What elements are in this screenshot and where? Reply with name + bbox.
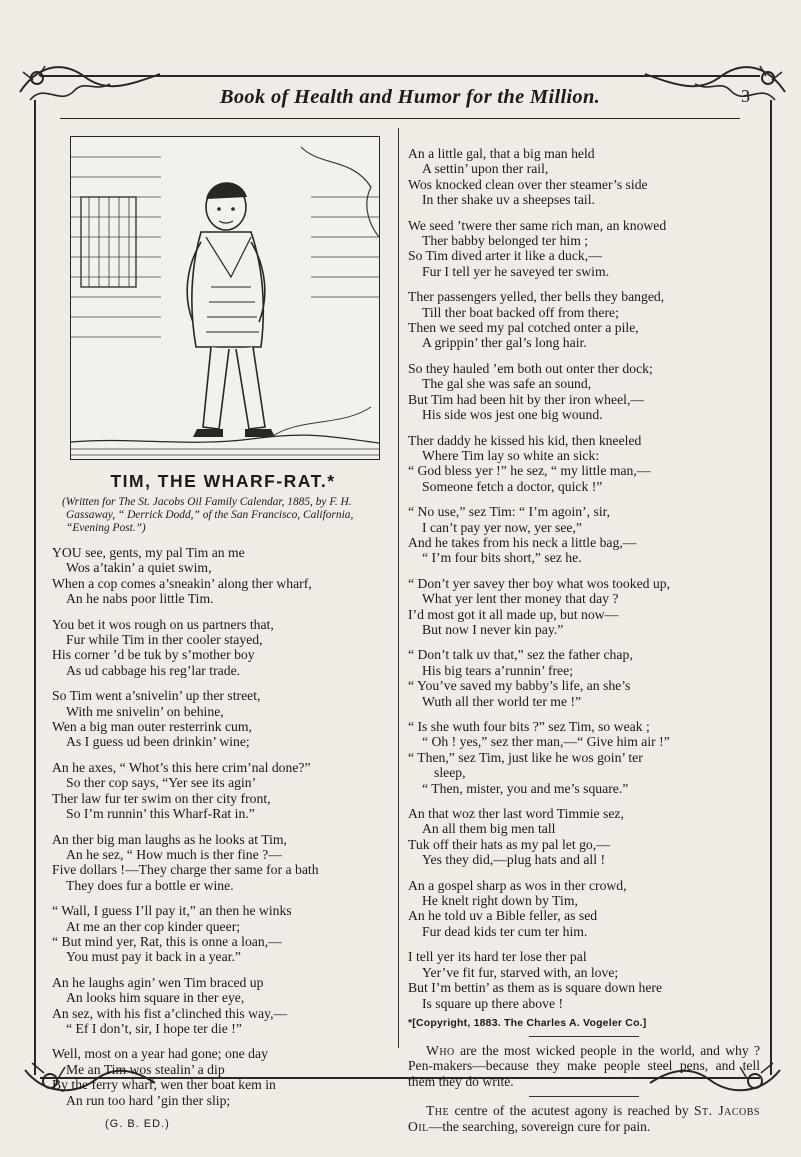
poem-line: An looks him square in ther eye,	[66, 990, 245, 1006]
stanza	[408, 361, 760, 423]
stanza	[52, 545, 394, 607]
joke-lead: Who	[426, 1042, 455, 1058]
separator-rule	[529, 1036, 639, 1037]
left-column	[52, 136, 394, 1108]
poem-line: As I guess ud been drinkin’ wine;	[66, 734, 250, 750]
stanza	[52, 903, 394, 965]
poem-line: When a cop comes a’sneakin’ along ther wharf,	[52, 575, 312, 591]
stanza	[408, 878, 760, 940]
copyright-notice: *[Copyright, 1883. The Charles A. Vogeler Co.]	[408, 1016, 647, 1029]
poem-line: A grippin’ ther gal’s long hair.	[422, 335, 587, 351]
poem-line: An run too hard ’gin ther slip;	[66, 1092, 231, 1108]
stanza	[408, 218, 760, 280]
poem-line: Wos knocked clean over ther steamer’s side	[408, 176, 648, 192]
poem-line: Fur while Tim in ther cooler stayed,	[66, 632, 263, 648]
poem-line: “ Don’t talk uv that,” sez the father chap,	[408, 647, 633, 663]
poem-line: “ Wall, I guess I’ll pay it,” an then he winks	[52, 903, 292, 919]
poem-line: I’d most got it all made up, but now—	[408, 606, 619, 622]
poem-line: An all them big men tall	[422, 821, 556, 837]
poem-line: And he takes from his neck a little bag,—	[408, 534, 637, 550]
poem-title: TIM, THE WHARF-RAT.*	[110, 471, 336, 491]
right-stanzas	[408, 146, 760, 1011]
stanza	[408, 146, 760, 208]
advert-lead: The	[426, 1103, 450, 1119]
poem-line: His big tears a’runnin’ free;	[422, 662, 574, 678]
poem-line: An sez, with his fist a’clinched this way,—	[52, 1005, 288, 1021]
stanza	[52, 617, 394, 679]
poem-line: Where Tim lay so white an sick:	[422, 447, 600, 463]
poem-line: What yer lent ther money that day ?	[422, 591, 619, 607]
poem-line: So they hauled ’em both out onter ther dock;	[408, 360, 653, 376]
left-stanzas	[52, 545, 394, 1108]
poem-line: “ Oh ! yes,” sez ther man,—“ Give him air !”	[422, 734, 670, 750]
poem-line: Five dollars !—They charge ther same for a bath	[52, 862, 319, 878]
poem-line: So Tim dived arter it like a duck,—	[408, 248, 602, 264]
poem-line: His side wos jest one big wound.	[422, 407, 603, 423]
poem-line: “ But mind yer, Rat, this is onne a loan,—	[52, 933, 282, 949]
poem-line: “ No use,” sez Tim: “ I’m agoin’, sir,	[408, 504, 611, 520]
stanza	[408, 576, 760, 638]
poem-line: Someone fetch a doctor, quick !”	[422, 478, 603, 494]
poem-line: Yes they did,—plug hats and all !	[422, 852, 605, 868]
poem-attribution-note: (Written for The St. Jacobs Oil Family Calendar, 1885, by F. H. Gassaway, “ Derrick Dodd,” of the San Francisco, California, “Evening Post.”)	[62, 496, 354, 534]
page-number: 3	[741, 86, 750, 106]
poem-line: “ God bless yer !” he sez, “ my little man,—	[408, 463, 651, 479]
advert-brand: St. Jacobs Oil	[408, 1103, 760, 1134]
poem-line: Fur I tell yer he saveyed ter swim.	[422, 263, 610, 279]
poem-line: “ Then,” sez Tim, just like he wos goin’ ter	[408, 749, 643, 765]
poem-line: Till ther boat backed off from there;	[422, 304, 619, 320]
poem-line: Tuk off their hats as my pal let go,—	[408, 836, 610, 852]
poem-line: Yer’ve fit fur, starved with, an love;	[422, 964, 619, 980]
poem-line: Ther passengers yelled, ther bells they banged,	[408, 289, 665, 305]
poem-line: “ Ef I don’t, sir, I hope ter die !”	[66, 1020, 242, 1036]
stanza	[408, 719, 760, 796]
poem-line: YOU see, gents, my pal Tim an me	[52, 545, 245, 560]
poem-line: But Tim had been hit by ther iron wheel,—	[408, 391, 645, 407]
poem-line: Is square up there above !	[422, 995, 563, 1011]
poem-line: “ You’ve saved my babby’s life, an she’s	[408, 678, 631, 694]
poem-line: “ Then, mister, you and me’s square.”	[422, 780, 629, 796]
poem-line: Wen a big man outer resterrink cum,	[52, 719, 252, 735]
poem-line: Ther law fur ter swim on ther city front,	[52, 790, 271, 806]
stanza	[408, 806, 760, 868]
poem-line: Ther babby belonged ter him ;	[422, 233, 589, 249]
poem-line: But now I never kin pay.”	[422, 621, 564, 637]
poem-line: Wos a’takin’ a quiet swim,	[66, 560, 212, 576]
right-border-rule	[770, 100, 772, 1075]
stanza	[52, 832, 394, 894]
poem-line: A settin’ upon ther rail,	[422, 161, 549, 177]
poem-line: So Tim went a’snivelin’ up ther street,	[52, 688, 261, 704]
poem-line: They does fur a bottle er wine.	[66, 877, 234, 893]
poem-line: An he told uv a Bible feller, as sed	[408, 908, 598, 924]
poem-line: You bet it wos rough on us partners that,	[52, 616, 274, 632]
stanza	[408, 949, 760, 1011]
advert-text: centre of the acutest agony is reached by	[449, 1103, 694, 1119]
poem-line: Wuth all ther world ter me !”	[422, 693, 582, 709]
poem-line: In ther shake uv a sheepses tail.	[422, 192, 595, 208]
poem-line: You must pay it back in a year.”	[66, 949, 241, 965]
poem-line: Me an Tim wos stealin’ a dip	[66, 1061, 225, 1077]
poem-line: An he laughs agin’ wen Tim braced up	[52, 974, 264, 990]
running-header-title: Book of Health and Humor for the Million.	[219, 86, 601, 108]
joke-text: are the most wicked people in the world, and why ? Pen-makers—because they make people steel pens, and tell them they do write.	[408, 1042, 760, 1089]
poem-line: Ther daddy he kissed his kid, then kneeled	[408, 432, 642, 448]
footer-note: (G. B. ED.)	[105, 1118, 170, 1130]
stanza	[408, 504, 760, 566]
poem-line: “ Is she wuth four bits ?” sez Tim, so weak ;	[408, 719, 650, 734]
poem-line: So I’m runnin’ this Wharf-Rat in.”	[66, 806, 255, 822]
separator-rule	[529, 1096, 639, 1097]
left-border-rule	[34, 100, 36, 1075]
poem-line: sleep,	[434, 765, 466, 781]
poem-line: We seed ’twere ther same rich man, an knowed	[408, 217, 667, 233]
right-column	[408, 136, 760, 1134]
joke-paragraph	[408, 1043, 760, 1089]
poem-line: An that woz ther last word Timmie sez,	[408, 806, 624, 822]
poem-line: I tell yer its hard ter lose ther pal	[408, 949, 587, 965]
stanza	[408, 289, 760, 351]
stanza	[408, 433, 760, 495]
poem-line: The gal she was safe an sound,	[422, 376, 592, 392]
header-underline	[60, 118, 740, 119]
poem-line: His corner ’d be tuk by s’mother boy	[52, 647, 255, 663]
poem-line: “ Don’t yer savey ther boy what wos tooked up,	[408, 575, 671, 591]
running-header	[60, 86, 750, 116]
stanza	[52, 760, 394, 822]
poem-line: With me snivelin’ on behine,	[66, 703, 224, 719]
stanza	[52, 975, 394, 1037]
poem-line: So ther cop says, “Yer see its agin’	[66, 775, 257, 791]
poem-line: I can’t pay yer now, yer see,”	[422, 519, 582, 535]
advert-paragraph	[408, 1103, 760, 1134]
advert-tail: —the searching, sovereign cure for pain.	[428, 1118, 651, 1134]
wharf-rat-illustration	[70, 136, 380, 460]
stanza	[52, 688, 394, 750]
poem-line: An he axes, “ Whot’s this here crim’nal done?”	[52, 759, 311, 775]
poem-line: But I’m bettin’ as them as is square down here	[408, 980, 663, 996]
poem-line: An he nabs poor little Tim.	[66, 591, 214, 607]
poem-line: “ I’m four bits short,” sez he.	[422, 550, 582, 566]
stanza	[408, 647, 760, 709]
poem-line: Fur dead kids ter cum ter him.	[422, 923, 588, 939]
poem-line: He knelt right down by Tim,	[422, 893, 578, 909]
column-divider	[398, 128, 399, 1048]
poem-line: At me an ther cop kinder queer;	[66, 918, 241, 934]
poem-line: An ther big man laughs as he looks at Tim,	[52, 831, 287, 847]
poem-line: An he sez, “ How much is ther fine ?—	[66, 846, 282, 862]
poem-line: Well, most on a year had gone; one day	[52, 1046, 268, 1062]
poem-line: Then we seed my pal cotched onter a pile,	[408, 320, 639, 336]
poem-line: An a little gal, that a big man held	[408, 146, 595, 161]
poem-line: By the ferry wharf, wen ther boat kem in	[52, 1077, 276, 1093]
poem-line: An a gospel sharp as wos in ther crowd,	[408, 877, 627, 893]
poem-line: As ud cabbage his reg’lar trade.	[66, 662, 241, 678]
stanza	[52, 1046, 394, 1108]
